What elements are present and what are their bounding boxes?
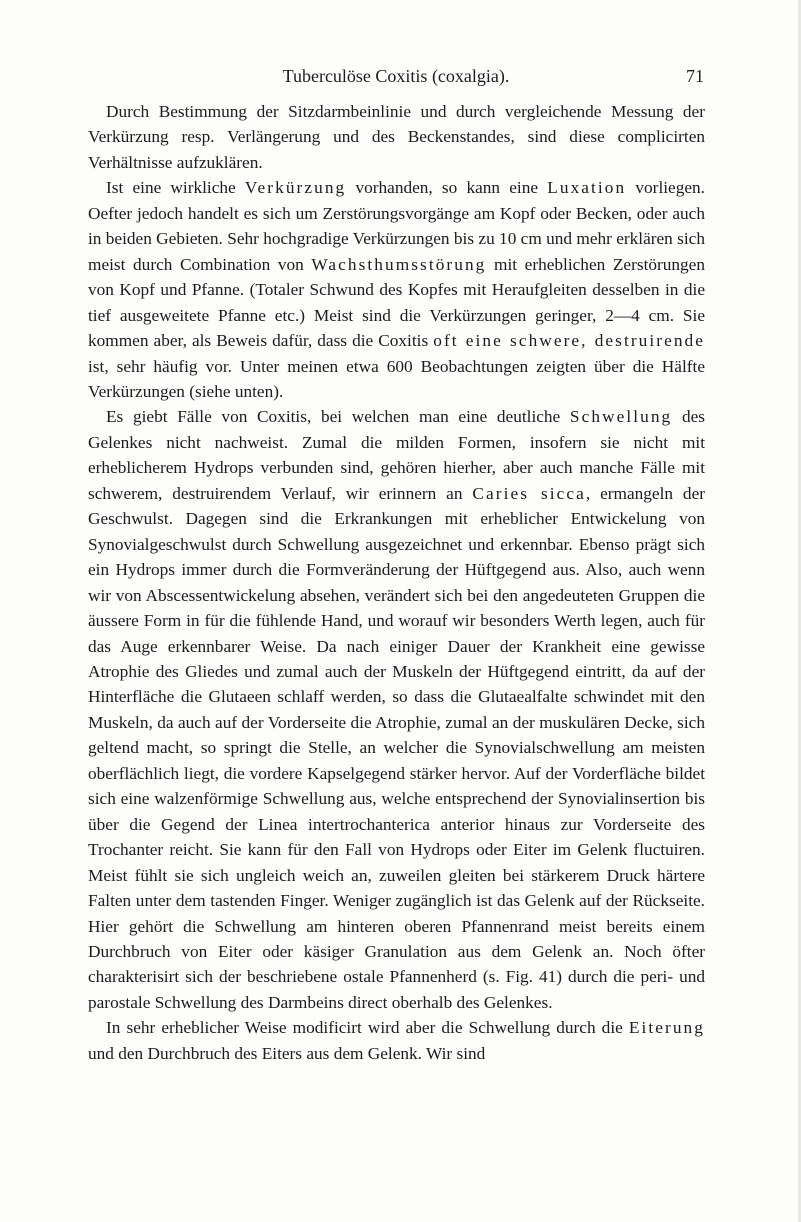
- running-header: [88, 66, 704, 90]
- text-run: Ist eine wirkliche: [106, 178, 245, 198]
- text-run: Es giebt Fälle von Coxitis, bei welchen man eine deutliche: [106, 407, 570, 427]
- text-run: Durch Bestimmung der Sitzdarmbeinlinie und durch vergleichende Messung der Verkürzung resp. Verlängerung und des Beckenstandes, sind diese complicirten Verhältnisse aufzuklären.: [88, 102, 705, 172]
- spaced-emphasis: oft eine schwere, destruirende: [433, 331, 706, 351]
- spaced-emphasis: Luxation: [547, 178, 627, 198]
- text-run: vorhanden, so kann eine: [346, 178, 548, 198]
- paragraph: [88, 1015, 705, 1066]
- text-run: vorliegen. Oefter jedoch handelt es sich um Zerstörungsvorgänge am Kopf oder Becken, oder auch in beiden Gebieten. Sehr hochgradige Verkürzungen bis zu 10 cm und mehr erklären sich meist durch Combination von: [88, 178, 705, 274]
- page-number: 71: [686, 66, 704, 86]
- spaced-emphasis: Wachsthumsstörung: [311, 254, 487, 274]
- text-run: , ermangeln der Geschwulst. Dagegen sind die Erkrankungen mit erheblicher Entwickelung von Synovialgeschwulst durch Schwellung ausgezeichnet und erkennbar. Ebenso prägt sich ein Hydrops immer durch die Formveränderung der Hüftgegend aus. Also, auch wenn wir von Abscessentwickelung absehen, verändert sich bei den angedeuteten Gruppen die äussere Form in für die fühlende Hand, und worauf wir besonders Werth legen, auch für das Auge erkennbarer Weise. Da nach einiger Dauer der Krankheit eine gewisse Atrophie des Gliedes und zumal auch der Muskeln der Hüftgegend eintritt, da auf der Hinterfläche die Glutaeen schlaff werden, so dass die Glutaealfalte schwindet mit den Muskeln, da auch auf der Vorderseite die Atrophie, zumal an der muskulären Decke, sich geltend macht, so springt die Stelle, an welcher die Synovialschwellung am meisten oberflächlich liegt, die vordere Kapselgegend stärker hervor. Auf der Vorderfläche bildet sich eine walzenförmige Schwellung aus, welche entsprechend der Synovialinsertion bis über die Gegend der Linea intertrochanterica anterior hinaus zur Vorderseite des Trochanter reicht. Sie kann für den Fall von Hydrops oder Eiter im Gelenk fluctuiren. Meist fühlt sie sich ungleich weich an, zuweilen gleiten bei stärkerem Druck härtere Falten unter dem tastenden Finger. Weniger zugänglich ist das Gelenk auf der Rückseite. Hier gehört die Schwellung am hinteren oberen Pfannenrand meist bereits einem Durchbruch von Eiter oder käsiger Granulation aus dem Gelenk an. Noch öfter charakterisirt sich der beschriebene ostale Pfannenherd (s. Fig. 41) durch die peri- und parostale Schwellung des Darmbeins direct oberhalb des Gelenkes.: [88, 483, 705, 1012]
- text-run: und den Durchbruch des Eiters aus dem Gelenk. Wir sind: [88, 1043, 486, 1063]
- spaced-emphasis: Caries sicca: [472, 483, 586, 503]
- paragraph: [88, 175, 705, 404]
- text-run: ist, sehr häufig vor. Unter meinen etwa 600 Beobachtungen zeigten über die Hälfte Verkürzungen (siehe unten).: [88, 356, 705, 401]
- paragraph: [88, 404, 705, 1015]
- paragraph: [88, 99, 705, 175]
- spaced-emphasis: Eiterung: [628, 1018, 705, 1038]
- running-title: Tuberculöse Coxitis (coxalgia).: [282, 66, 510, 86]
- text-run: In sehr erheblicher Weise modificirt wird aber die Schwellung durch die: [106, 1018, 629, 1038]
- spaced-emphasis: Verkürzung: [244, 178, 347, 198]
- text-run: mit erheblichen Zerstörungen von Kopf und Pfanne. (Totaler Schwund des Kopfes mit Heraufgleiten desselben in die tief ausgeweitete Pfanne etc.) Meist sind die Verkürzungen geringer, 2—4 cm. Sie kommen aber, als Beweis dafür, dass die Coxitis: [88, 254, 705, 351]
- spaced-emphasis: Schwellung: [569, 407, 673, 427]
- body-text: [88, 99, 705, 1066]
- text-run: des Gelenkes nicht nachweist. Zumal die milden Formen, insofern sie nicht mit erheblicherem Hydrops verbunden sind, gehören hierher, aber auch manche Fälle mit schwerem, destruirendem Verlauf, wir erinnern an: [88, 407, 705, 503]
